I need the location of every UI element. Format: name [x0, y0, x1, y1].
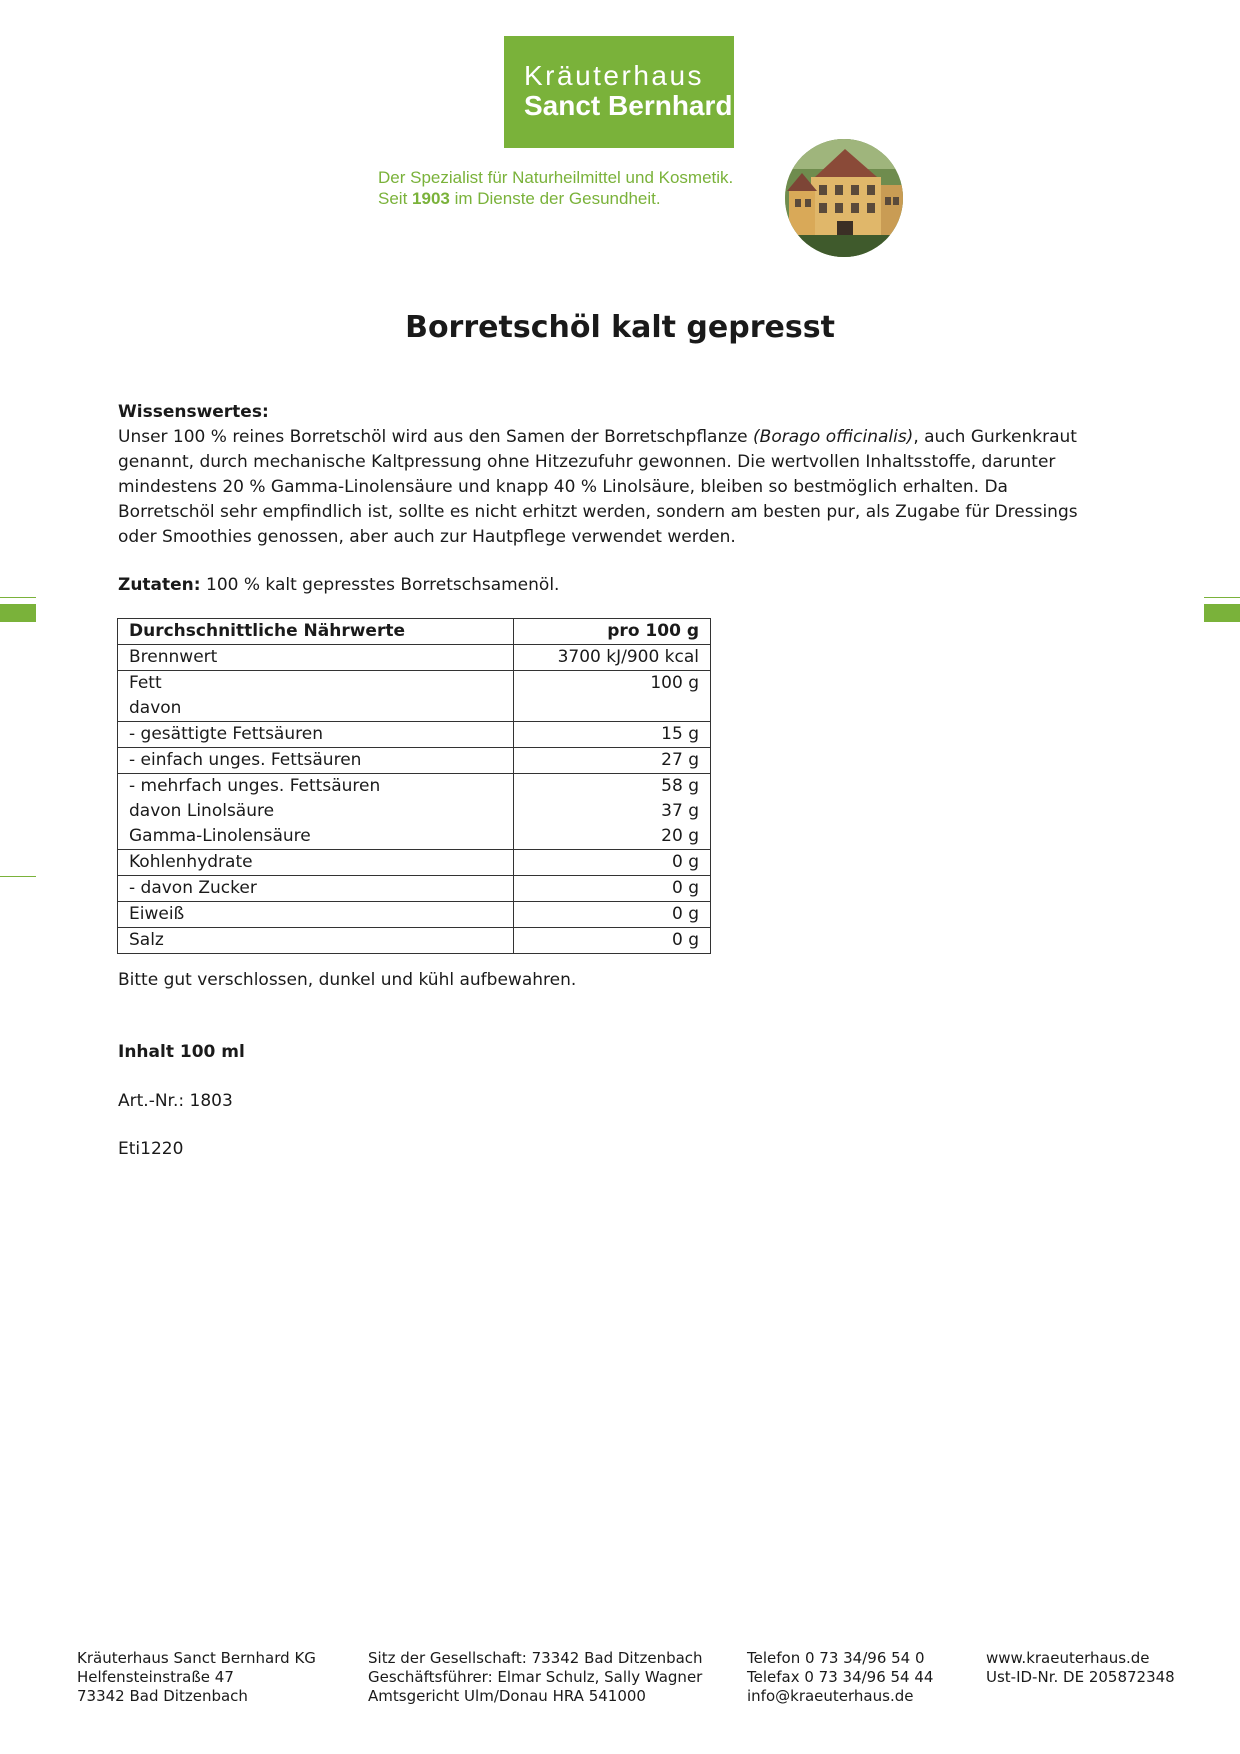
row-value: 15 g — [514, 722, 711, 748]
table-header-row — [118, 619, 711, 645]
logo-line-2: Sanct Bernhard — [524, 90, 733, 121]
table-row — [118, 671, 711, 722]
table-row — [118, 928, 711, 954]
footer-line: Sitz der Gesellschaft: 73342 Bad Ditzenbach — [368, 1649, 703, 1667]
row-name: - einfach unges. Fettsäuren — [118, 748, 514, 774]
slogan-line-2 — [378, 188, 733, 209]
footer-line: Geschäftsführer: Elmar Schulz, Sally Wagner — [368, 1668, 703, 1686]
slogan-post: im Dienste der Gesundheit. — [449, 189, 661, 208]
logo-line-1: Kräuterhaus — [524, 60, 705, 91]
footer-vat-id: Ust-ID-Nr. DE 205872348 — [986, 1668, 1175, 1686]
company-logo — [504, 36, 734, 148]
table-row — [118, 850, 711, 876]
footer-email: info@kraeuterhaus.de — [747, 1687, 914, 1705]
wissen-text-post: , auch Gurkenkraut genannt, durch mechanische Kaltpressung ohne Hitzezufuhr gewonnen. Die wertvollen Inhaltsstoffe, darunter mindestens 20 % Gamma-Linolensäure und knapp 40 % Linolsäure, bleiben so bestmöglich erhalten. Da Borretschöl sehr empfindlich ist, sollte es nicht erhitzt werden, sondern am besten pur, als Zugabe für Dressings oder Smoothies genossen, aber auch zur Hautpflege verwendet werden. — [118, 427, 1078, 547]
label-code: Eti1220 — [118, 1139, 184, 1159]
table-header-value: pro 100 g — [514, 619, 711, 645]
table-row — [118, 902, 711, 928]
table-row — [118, 645, 711, 671]
side-hairline-left-top — [0, 597, 36, 598]
row-name: Brennwert — [118, 645, 514, 671]
footer-fax: Telefax 0 73 34/96 54 44 — [747, 1668, 934, 1686]
footer-legal — [368, 1649, 703, 1706]
row-value: 0 g — [514, 850, 711, 876]
zutaten — [118, 573, 1098, 598]
row-name-line-1: - mehrfach unges. Fettsäuren — [129, 776, 381, 796]
footer-line: Helfensteinstraße 47 — [77, 1668, 234, 1686]
table-header-name: Durchschnittliche Nährwerte — [118, 619, 514, 645]
footer-line: Amtsgericht Ulm/Donau HRA 541000 — [368, 1687, 646, 1705]
slogan-line-1: Der Spezialist für Naturheilmittel und Kosmetik. — [378, 168, 734, 187]
row-value: 3700 kJ/900 kcal — [514, 645, 711, 671]
row-name: Eiweiß — [118, 902, 514, 928]
row-value: 0 g — [514, 902, 711, 928]
row-name — [118, 671, 514, 722]
table-row — [118, 876, 711, 902]
footer-web — [986, 1649, 1175, 1687]
row-name-line-2: davon — [129, 698, 182, 718]
footer-phone: Telefon 0 73 34/96 54 0 — [747, 1649, 925, 1667]
row-name-line-2: davon Linolsäure — [129, 801, 275, 821]
slogan-year: 1903 — [412, 189, 450, 208]
row-value-line-3: 20 g — [661, 826, 699, 846]
row-value-line-1: 100 g — [650, 673, 699, 693]
table-row — [118, 774, 711, 850]
side-marker-left — [0, 604, 36, 622]
row-name: - davon Zucker — [118, 876, 514, 902]
row-name: Salz — [118, 928, 514, 954]
zutaten-label: Zutaten: — [118, 575, 201, 595]
zutaten-text: 100 % kalt gepresstes Borretschsamenöl. — [200, 575, 560, 595]
product-title: Borretschöl kalt gepresst — [405, 310, 835, 345]
row-name — [118, 774, 514, 850]
wissen-text-latin: (Borago officinalis) — [753, 427, 914, 447]
row-value: 27 g — [514, 748, 711, 774]
side-marker-right — [1204, 604, 1240, 622]
wissen-text — [118, 425, 1098, 550]
row-name-line-1: Fett — [129, 673, 162, 693]
footer-company — [77, 1649, 316, 1706]
row-value — [514, 671, 711, 722]
slogan — [378, 167, 733, 209]
row-value-line-1: 58 g — [661, 776, 699, 796]
wissen-label: Wissenswertes: — [118, 402, 269, 422]
slogan-pre: Seit — [378, 189, 413, 208]
table-row — [118, 748, 711, 774]
wissen-text-pre: Unser 100 % reines Borretschöl wird aus den Samen der Borretschpflanze — [118, 427, 754, 447]
row-value: 0 g — [514, 876, 711, 902]
content-amount: Inhalt 100 ml — [118, 1042, 245, 1062]
row-value: 0 g — [514, 928, 711, 954]
row-value-line-2: 37 g — [661, 801, 699, 821]
building-photo — [785, 139, 903, 257]
storage-note: Bitte gut verschlossen, dunkel und kühl aufbewahren. — [118, 970, 577, 990]
footer-line: Kräuterhaus Sanct Bernhard KG — [77, 1649, 316, 1667]
side-hairline-right-top — [1204, 597, 1240, 598]
row-name: Kohlenhydrate — [118, 850, 514, 876]
row-name: - gesättigte Fettsäuren — [118, 722, 514, 748]
nutrition-table — [117, 618, 711, 954]
footer-website: www.kraeuterhaus.de — [986, 1649, 1150, 1667]
product-description — [118, 400, 1098, 598]
row-name-line-3: Gamma-Linolensäure — [129, 826, 311, 846]
table-row — [118, 722, 711, 748]
side-hairline-left-bottom — [0, 876, 36, 877]
footer-line: 73342 Bad Ditzenbach — [77, 1687, 248, 1705]
row-value — [514, 774, 711, 850]
footer-contact — [747, 1649, 933, 1706]
article-number: Art.-Nr.: 1803 — [118, 1091, 233, 1111]
